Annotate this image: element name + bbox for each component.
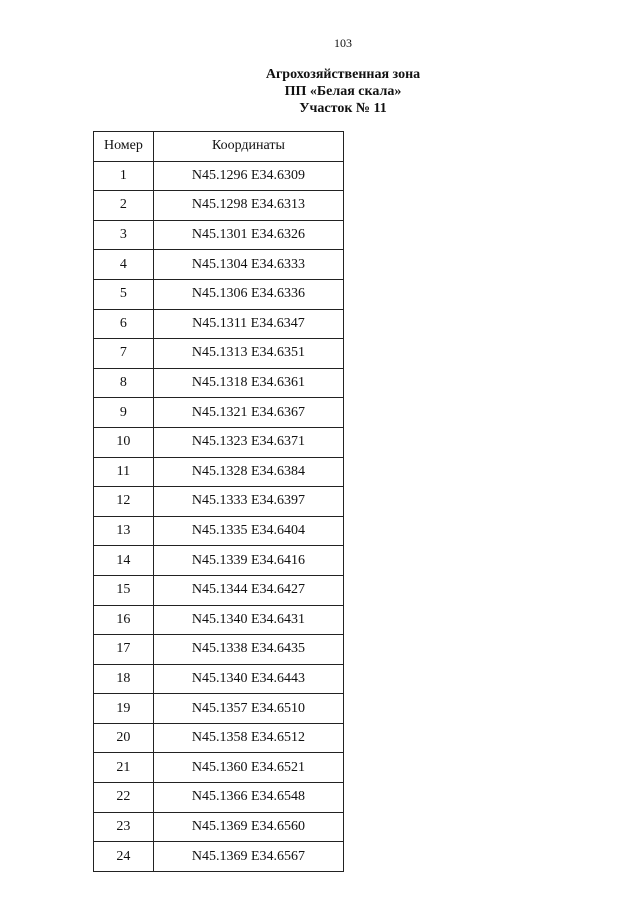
row-number-cell: 14 — [94, 546, 154, 576]
row-number-cell: 20 — [94, 723, 154, 753]
heading-zone: Агрохозяйственная зона — [265, 67, 421, 82]
row-coordinates-cell: N45.1360 E34.6521 — [153, 753, 343, 783]
row-number-cell: 8 — [94, 368, 154, 398]
table-row — [94, 842, 344, 872]
row-number-cell: 23 — [94, 812, 154, 842]
row-number-cell: 6 — [94, 309, 154, 339]
table-row — [94, 605, 344, 635]
table-row — [94, 546, 344, 576]
row-coordinates-cell: N45.1318 E34.6361 — [153, 368, 343, 398]
row-coordinates-cell: N45.1306 E34.6336 — [153, 279, 343, 309]
table-row — [94, 368, 344, 398]
table-row — [94, 339, 344, 369]
row-coordinates-cell: N45.1358 E34.6512 — [153, 723, 343, 753]
row-coordinates-cell: N45.1340 E34.6431 — [153, 605, 343, 635]
row-number-cell: 12 — [94, 487, 154, 517]
row-coordinates-cell: N45.1296 E34.6309 — [153, 161, 343, 191]
table-row — [94, 457, 344, 487]
row-number-cell: 21 — [94, 753, 154, 783]
row-number-cell: 10 — [94, 427, 154, 457]
row-coordinates-cell: N45.1333 E34.6397 — [153, 487, 343, 517]
table-row — [94, 694, 344, 724]
row-coordinates-cell: N45.1304 E34.6333 — [153, 250, 343, 280]
row-coordinates-cell: N45.1298 E34.6313 — [153, 191, 343, 221]
table-row — [94, 812, 344, 842]
row-number-cell: 13 — [94, 516, 154, 546]
row-coordinates-cell: N45.1369 E34.6560 — [153, 812, 343, 842]
row-coordinates-cell: N45.1301 E34.6326 — [153, 220, 343, 250]
table-body — [94, 161, 344, 871]
row-number-cell: 1 — [94, 161, 154, 191]
row-number-cell: 18 — [94, 664, 154, 694]
header-number: Номер — [94, 132, 154, 162]
table-row — [94, 516, 344, 546]
table-row — [94, 398, 344, 428]
row-number-cell: 17 — [94, 635, 154, 665]
row-coordinates-cell: N45.1366 E34.6548 — [153, 783, 343, 813]
coordinates-table — [93, 131, 344, 872]
row-coordinates-cell: N45.1357 E34.6510 — [153, 694, 343, 724]
table-row — [94, 783, 344, 813]
document-heading — [0, 66, 640, 117]
table-row — [94, 309, 344, 339]
row-number-cell: 9 — [94, 398, 154, 428]
table-row — [94, 427, 344, 457]
table-row — [94, 487, 344, 517]
row-number-cell: 11 — [94, 457, 154, 487]
row-coordinates-cell: N45.1369 E34.6567 — [153, 842, 343, 872]
page-number: 103 — [334, 36, 352, 50]
row-coordinates-cell: N45.1338 E34.6435 — [153, 635, 343, 665]
table-row — [94, 635, 344, 665]
row-coordinates-cell: N45.1328 E34.6384 — [153, 457, 343, 487]
table-row — [94, 753, 344, 783]
row-number-cell: 24 — [94, 842, 154, 872]
table-row — [94, 664, 344, 694]
row-number-cell: 3 — [94, 220, 154, 250]
table-row — [94, 575, 344, 605]
table-row — [94, 161, 344, 191]
row-coordinates-cell: N45.1313 E34.6351 — [153, 339, 343, 369]
heading-park: ПП «Белая скала» — [284, 84, 402, 99]
row-number-cell: 2 — [94, 191, 154, 221]
row-coordinates-cell: N45.1339 E34.6416 — [153, 546, 343, 576]
row-number-cell: 19 — [94, 694, 154, 724]
row-coordinates-cell: N45.1323 E34.6371 — [153, 427, 343, 457]
table-row — [94, 279, 344, 309]
row-coordinates-cell: N45.1311 E34.6347 — [153, 309, 343, 339]
row-number-cell: 7 — [94, 339, 154, 369]
header-coordinates: Координаты — [153, 132, 343, 162]
row-coordinates-cell: N45.1344 E34.6427 — [153, 575, 343, 605]
row-number-cell: 15 — [94, 575, 154, 605]
row-coordinates-cell: N45.1335 E34.6404 — [153, 516, 343, 546]
row-coordinates-cell: N45.1340 E34.6443 — [153, 664, 343, 694]
heading-plot: Участок № 11 — [299, 101, 387, 116]
table-header-row — [94, 132, 344, 162]
table-row — [94, 191, 344, 221]
row-coordinates-cell: N45.1321 E34.6367 — [153, 398, 343, 428]
table-row — [94, 250, 344, 280]
row-number-cell: 5 — [94, 279, 154, 309]
row-number-cell: 4 — [94, 250, 154, 280]
row-number-cell: 22 — [94, 783, 154, 813]
table-row — [94, 723, 344, 753]
table-row — [94, 220, 344, 250]
row-number-cell: 16 — [94, 605, 154, 635]
